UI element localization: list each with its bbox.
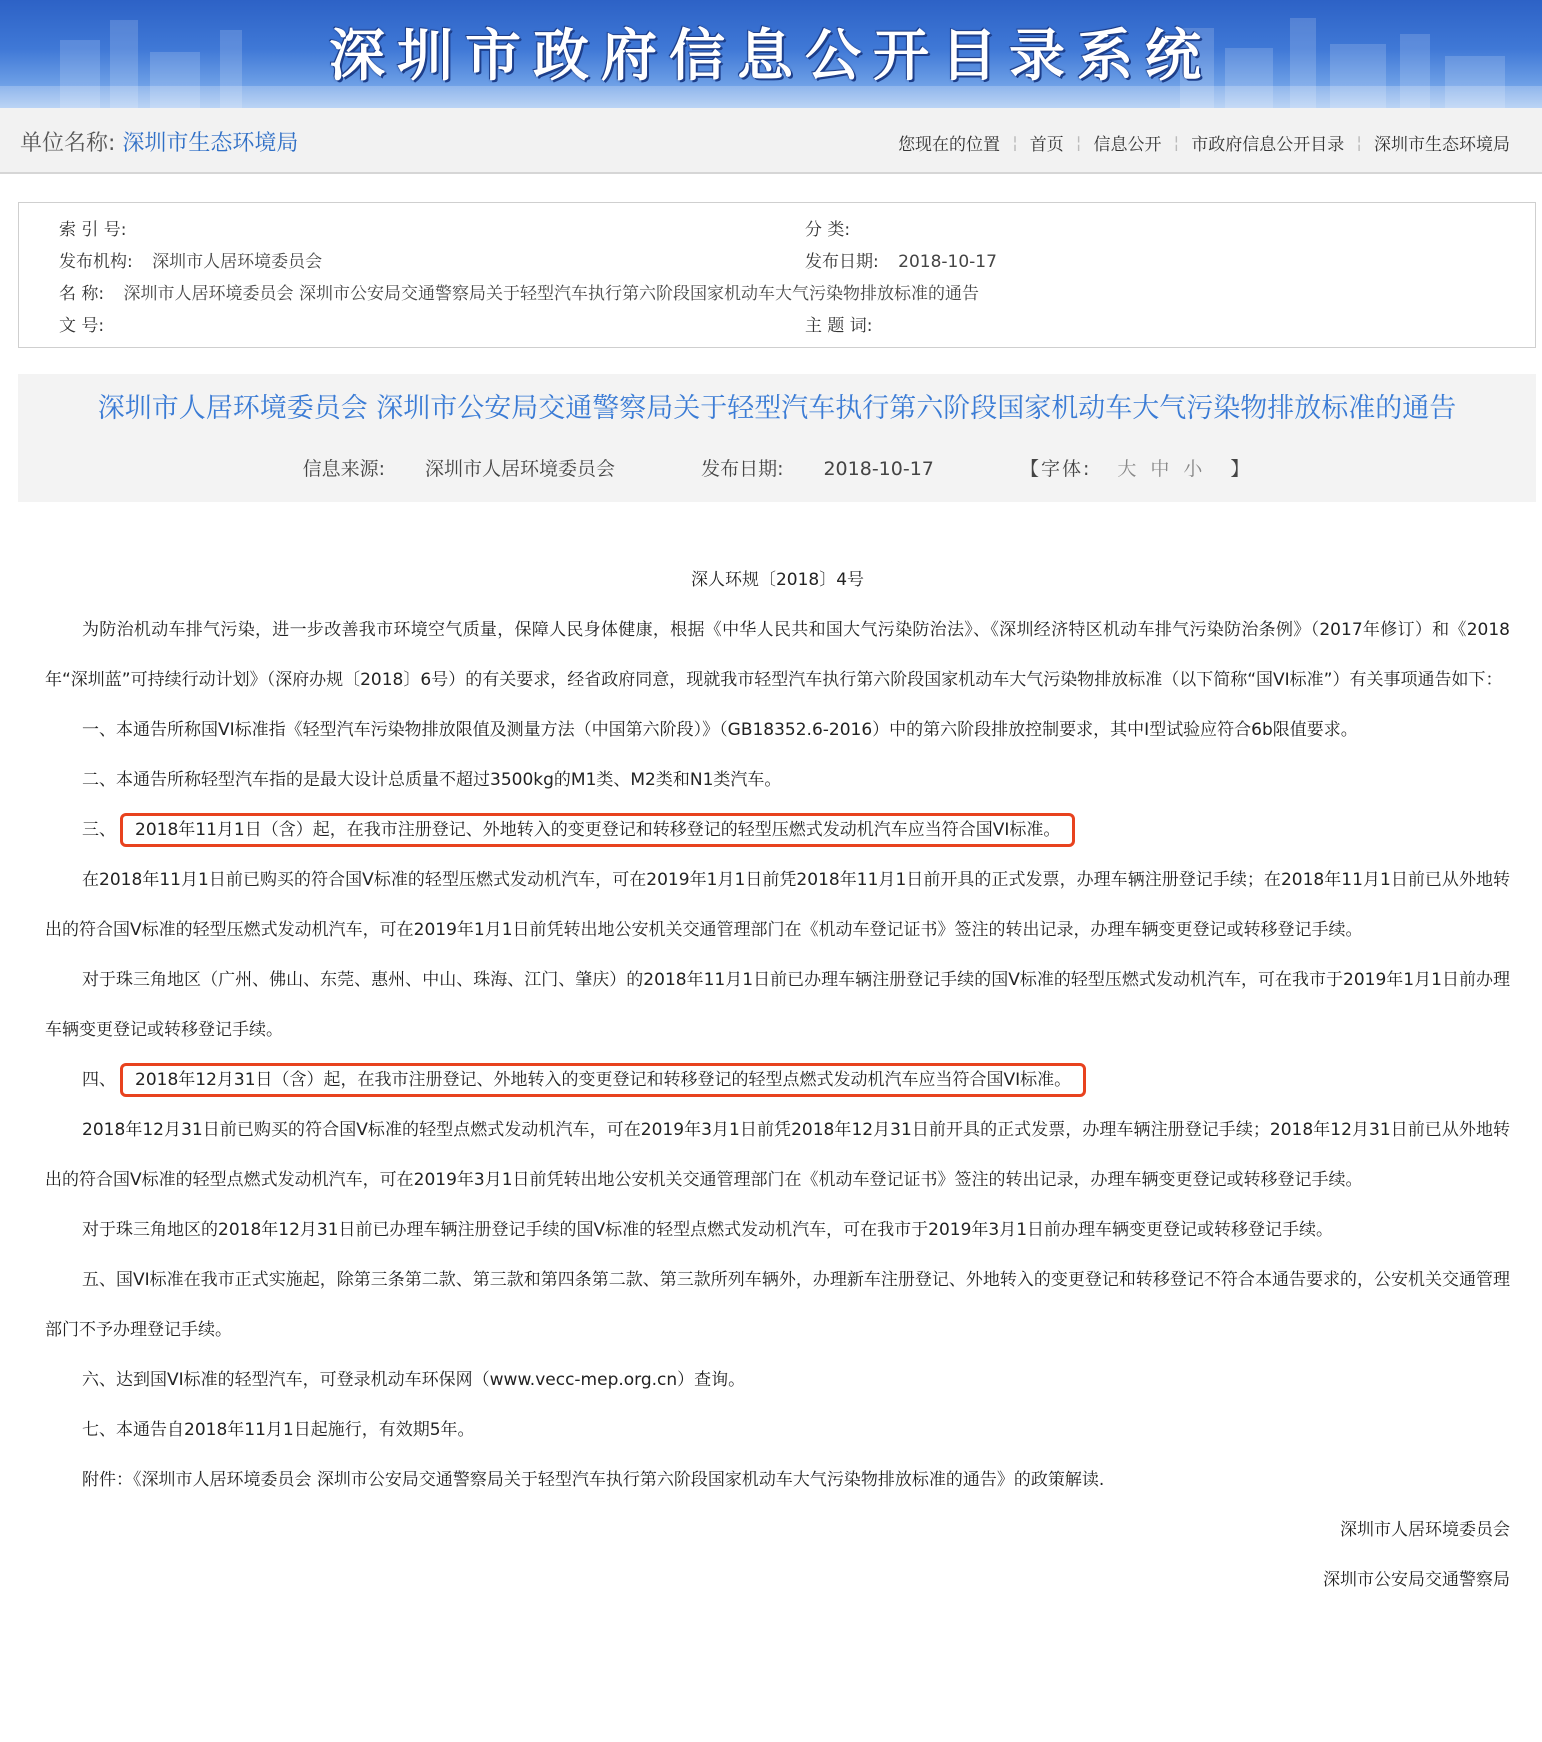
font-size-control — [1000, 458, 1271, 480]
paragraph-4 — [45, 1055, 1510, 1105]
meta-date-value: 2018-10-17 — [898, 252, 997, 272]
publish-date-info — [681, 458, 954, 480]
meta-keywords-label: 主 题 词: — [805, 316, 873, 336]
breadcrumb-directory-link[interactable]: 市政府信息公开目录 — [1191, 135, 1345, 155]
breadcrumb-info-disclosure-link[interactable]: 信息公开 — [1093, 135, 1162, 155]
breadcrumb-home-link[interactable]: 首页 — [1029, 135, 1064, 155]
breadcrumb-separator: ¦ — [1012, 132, 1018, 153]
meta-category-row — [805, 215, 850, 240]
highlighted-clause-diesel: 2018年11月1日（含）起，在我市注册登记、外地转入的变更登记和转移登记的轻型压燃式发动机汽车应当符合国VI标准。 — [120, 813, 1075, 847]
publish-date-label: 发布日期: — [701, 458, 784, 480]
paragraph-7: 七、本通告自2018年11月1日起施行，有效期5年。 — [82, 1420, 475, 1440]
meta-name-label: 名 称: — [59, 284, 105, 304]
unit-label: 单位名称: — [20, 131, 116, 156]
meta-index-row — [59, 215, 127, 240]
source-label: 信息来源: — [302, 458, 385, 480]
breadcrumb — [886, 130, 1522, 155]
document-body — [45, 555, 1510, 1605]
system-title: 深圳市政府信息公开目录系统 — [329, 23, 1213, 89]
meta-index-label: 索 引 号: — [59, 220, 127, 240]
breadcrumb-separator: ¦ — [1173, 132, 1180, 153]
meta-docno-row — [59, 311, 104, 336]
highlighted-clause-gasoline: 2018年12月31日（含）起，在我市注册登记、外地转入的变更登记和转移登记的轻型点燃式发动机汽车应当符合国VI标准。 — [120, 1063, 1086, 1097]
paragraph-6: 六、达到国VI标准的轻型汽车，可登录机动车环保网（www.vecc-mep.org.cn）查询。 — [82, 1370, 746, 1390]
paragraph-3a: 在2018年11月1日前已购买的符合国Ⅴ标准的轻型压燃式发动机汽车，可在2019年1月1日前凭2018年11月1日前开具的正式发票，办理车辆注册登记手续；在2018年11月1日前已从外地转出的符合国Ⅴ标准的轻型压燃式发动机汽车，可在2019年1月1日前凭转出地公安机关交通管理部门在《机动车登记证书》签注的转出记录，办理车辆变更登记或转移登记手续。 — [45, 870, 1510, 940]
meta-keywords-row — [805, 311, 873, 336]
breadcrumb-separator: ¦ — [1075, 132, 1082, 153]
meta-name-row — [59, 279, 979, 304]
font-size-small-button[interactable]: 小 — [1183, 458, 1205, 480]
paragraph-3 — [45, 805, 1510, 855]
document-meta-box — [18, 202, 1536, 348]
breadcrumb-separator: ¦ — [1356, 132, 1362, 153]
document-number: 深人环规〔2018〕4号 — [690, 570, 865, 590]
meta-date-label: 发布日期: — [805, 252, 879, 272]
location-bar — [0, 108, 1542, 174]
unit-name-link[interactable]: 深圳市生态环境局 — [122, 131, 299, 156]
paragraph-4a: 2018年12月31日前已购买的符合国Ⅴ标准的轻型点燃式发动机汽车，可在2019年3月1日前凭2018年12月31日前开具的正式发票，办理车辆注册登记手续；2018年12月31日前已从外地转出的符合国Ⅴ标准的轻型点燃式发动机汽车，可在2019年3月1日前凭转出地公安机关交通管理部门在《机动车登记证书》签注的转出记录，办理车辆变更登记或转移登记手续。 — [45, 1120, 1510, 1190]
meta-category-label: 分 类: — [805, 220, 851, 240]
title-subline — [18, 454, 1536, 481]
meta-date-row — [805, 247, 997, 272]
font-size-open: 【字体: — [1019, 458, 1092, 480]
header-banner — [0, 0, 1542, 108]
font-size-medium-button[interactable]: 中 — [1150, 458, 1172, 480]
meta-publisher-label: 发布机构: — [59, 252, 133, 272]
source-value: 深圳市人居环境委员会 — [425, 458, 616, 480]
meta-name-value: 深圳市人居环境委员会 深圳市公安局交通警察局关于轻型汽车执行第六阶段国家机动车大气污染物排放标准的通告 — [123, 284, 979, 304]
title-section — [18, 374, 1536, 502]
breadcrumb-bureau-link[interactable]: 深圳市生态环境局 — [1374, 135, 1510, 155]
meta-publisher-row — [59, 247, 322, 272]
font-size-large-button[interactable]: 大 — [1117, 458, 1139, 480]
signature-1: 深圳市人居环境委员会 — [1340, 1520, 1510, 1540]
page-title: 深圳市人居环境委员会 深圳市公安局交通警察局关于轻型汽车执行第六阶段国家机动车大气污染物排放标准的通告 — [97, 393, 1457, 424]
paragraph-2: 二、本通告所称轻型汽车指的是最大设计总质量不超过3500kg的M1类、M2类和N1类汽车。 — [82, 770, 782, 790]
paragraph-4-prefix: 四、 — [82, 1070, 116, 1090]
attachment-line[interactable]: 附件：《深圳市人居环境委员会 深圳市公安局交通警察局关于轻型汽车执行第六阶段国家机动车大气污染物排放标准的通告》的政策解读. — [82, 1470, 1105, 1490]
meta-publisher-value: 深圳市人居环境委员会 — [152, 252, 323, 272]
paragraph-5: 五、国VI标准在我市正式实施起，除第三条第二款、第三款和第四条第二款、第三款所列车辆外，办理新车注册登记、外地转入的变更登记和转移登记不符合本通告要求的，公安机关交通管理部门不予办理登记手续。 — [45, 1270, 1510, 1340]
meta-docno-label: 文 号: — [59, 316, 105, 336]
signature-2: 深圳市公安局交通警察局 — [1323, 1570, 1510, 1590]
breadcrumb-location-label: 您现在的位置 — [898, 135, 1001, 155]
paragraph-4b: 对于珠三角地区的2018年12月31日前已办理车辆注册登记手续的国Ⅴ标准的轻型点燃式发动机汽车，可在我市于2019年3月1日前办理车辆变更登记或转移登记手续。 — [82, 1220, 1334, 1240]
paragraph-1: 一、本通告所称国VI标准指《轻型汽车污染物排放限值及测量方法（中国第六阶段）》（GB18352.6-2016）中的第六阶段排放控制要求，其中Ⅰ型试验应符合6b限值要求。 — [82, 720, 1358, 740]
paragraph-3-prefix: 三、 — [82, 820, 116, 840]
unit-name-row — [20, 126, 298, 157]
paragraph-intro: 为防治机动车排气污染，进一步改善我市环境空气质量，保障人民身体健康，根据《中华人民共和国大气污染防治法》、《深圳经济特区机动车排气污染防治条例》（2017年修订）和《2018年“深圳蓝”可持续行动计划》（深府办规〔2018〕6号）的有关要求，经省政府同意，现就我市轻型汽车执行第六阶段国家机动车大气污染物排放标准（以下简称“国VI标准”）有关事项通告如下： — [45, 620, 1510, 690]
source-info — [283, 458, 635, 480]
publish-date-value: 2018-10-17 — [823, 458, 934, 480]
font-size-close: 】 — [1230, 458, 1252, 480]
paragraph-3b: 对于珠三角地区（广州、佛山、东莞、惠州、中山、珠海、江门、肇庆）的2018年11月1日前已办理车辆注册登记手续的国Ⅴ标准的轻型压燃式发动机汽车，可在我市于2019年1月1日前办理车辆变更登记或转移登记手续。 — [45, 970, 1510, 1040]
